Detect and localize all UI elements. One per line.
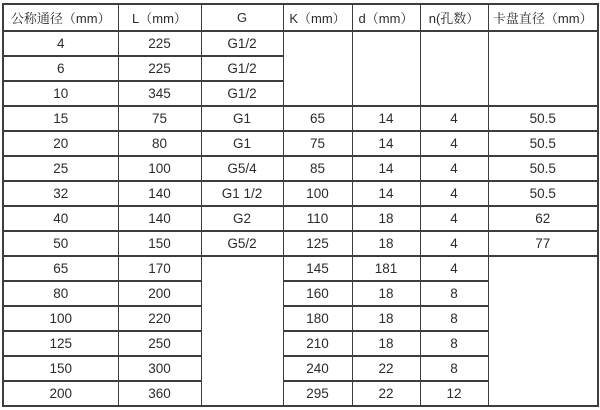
table-cell: 77 xyxy=(488,231,598,256)
table-body xyxy=(3,31,598,406)
table-cell: 20 xyxy=(3,131,118,156)
table-cell: 125 xyxy=(283,231,352,256)
table-cell: 300 xyxy=(118,356,201,381)
table-cell: 100 xyxy=(283,181,352,206)
table-cell: 4 xyxy=(3,31,118,56)
table-cell: 225 xyxy=(118,56,201,81)
table-cell: 50.5 xyxy=(488,106,598,131)
table-cell: 6 xyxy=(3,56,118,81)
table-cell xyxy=(420,31,488,106)
table-cell: 50.5 xyxy=(488,156,598,181)
table-cell: 250 xyxy=(118,331,201,356)
table-cell: 50.5 xyxy=(488,181,598,206)
table-cell: 18 xyxy=(352,206,420,231)
table-cell: 25 xyxy=(3,156,118,181)
table-cell: 140 xyxy=(118,206,201,231)
table-cell: 15 xyxy=(3,106,118,131)
table-cell: 360 xyxy=(118,381,201,406)
table-cell: 181 xyxy=(352,256,420,281)
column-header-7: 卡盘直径（mm） xyxy=(488,4,598,31)
table-cell: 40 xyxy=(3,206,118,231)
table-cell: 240 xyxy=(283,356,352,381)
table-cell: 110 xyxy=(283,206,352,231)
table-cell: G1 1/2 xyxy=(201,181,283,206)
table-cell: 14 xyxy=(352,106,420,131)
table-cell: 4 xyxy=(420,206,488,231)
column-header-1: 公称通径（mm） xyxy=(3,4,118,31)
table-cell: 145 xyxy=(283,256,352,281)
table-cell: 32 xyxy=(3,181,118,206)
table-cell: 18 xyxy=(352,281,420,306)
table-cell: G1 xyxy=(201,131,283,156)
table-cell: 50.5 xyxy=(488,131,598,156)
table-cell xyxy=(283,31,352,106)
table-cell: G5/4 xyxy=(201,156,283,181)
table-cell: 8 xyxy=(420,306,488,331)
table-cell xyxy=(201,256,283,406)
table-cell: 170 xyxy=(118,256,201,281)
table-row xyxy=(3,31,598,56)
table-cell: 200 xyxy=(118,281,201,306)
table-cell: G5/2 xyxy=(201,231,283,256)
table-row xyxy=(3,156,598,181)
table-cell: 160 xyxy=(283,281,352,306)
table-cell: 4 xyxy=(420,181,488,206)
table-cell xyxy=(488,31,598,106)
table-cell: 180 xyxy=(283,306,352,331)
table-row xyxy=(3,231,598,256)
table-cell: 4 xyxy=(420,231,488,256)
table-cell: 8 xyxy=(420,281,488,306)
table-row xyxy=(3,131,598,156)
table-row xyxy=(3,181,598,206)
table-cell: 100 xyxy=(118,156,201,181)
table-cell: G1/2 xyxy=(201,81,283,106)
table-cell: 18 xyxy=(352,331,420,356)
table-cell: 50 xyxy=(3,231,118,256)
dimension-spec-table xyxy=(2,3,599,407)
table-row xyxy=(3,106,598,131)
table-cell: 4 xyxy=(420,156,488,181)
table-header xyxy=(3,4,598,31)
table-cell: 8 xyxy=(420,331,488,356)
table-cell: G2 xyxy=(201,206,283,231)
table-cell: 62 xyxy=(488,206,598,231)
table-cell: 200 xyxy=(3,381,118,406)
column-header-3: G xyxy=(201,4,283,31)
table-cell: 4 xyxy=(420,131,488,156)
column-header-5: d（mm） xyxy=(352,4,420,31)
table-cell: 65 xyxy=(283,106,352,131)
table-cell: 295 xyxy=(283,381,352,406)
table-cell: 14 xyxy=(352,181,420,206)
table-cell: 65 xyxy=(3,256,118,281)
table-cell: 22 xyxy=(352,356,420,381)
table-cell: 210 xyxy=(283,331,352,356)
table-cell: 75 xyxy=(118,106,201,131)
table-cell: 10 xyxy=(3,81,118,106)
table-cell: 80 xyxy=(3,281,118,306)
table-cell: 14 xyxy=(352,156,420,181)
table-cell: G1/2 xyxy=(201,56,283,81)
table-cell: 14 xyxy=(352,131,420,156)
table-cell: 150 xyxy=(118,231,201,256)
table-cell: 140 xyxy=(118,181,201,206)
table-cell: G1 xyxy=(201,106,283,131)
table-cell: 80 xyxy=(118,131,201,156)
column-header-2: L（mm） xyxy=(118,4,201,31)
table-row xyxy=(3,206,598,231)
table-cell: 18 xyxy=(352,306,420,331)
table-cell: 125 xyxy=(3,331,118,356)
table-cell: 22 xyxy=(352,381,420,406)
table-cell: 85 xyxy=(283,156,352,181)
table-cell: 18 xyxy=(352,231,420,256)
table-cell: 4 xyxy=(420,106,488,131)
table-cell xyxy=(488,256,598,406)
table-cell: 345 xyxy=(118,81,201,106)
table-cell: 220 xyxy=(118,306,201,331)
table-cell: 75 xyxy=(283,131,352,156)
table-cell: 150 xyxy=(3,356,118,381)
table-cell: 225 xyxy=(118,31,201,56)
column-header-6: n(孔数） xyxy=(420,4,488,31)
table-cell xyxy=(352,31,420,106)
column-header-4: K（mm） xyxy=(283,4,352,31)
table-cell: 4 xyxy=(420,256,488,281)
table-row xyxy=(3,256,598,281)
table-header-row xyxy=(3,4,598,31)
table-cell: G1/2 xyxy=(201,31,283,56)
table-cell: 8 xyxy=(420,356,488,381)
table-cell: 100 xyxy=(3,306,118,331)
table-cell: 12 xyxy=(420,381,488,406)
